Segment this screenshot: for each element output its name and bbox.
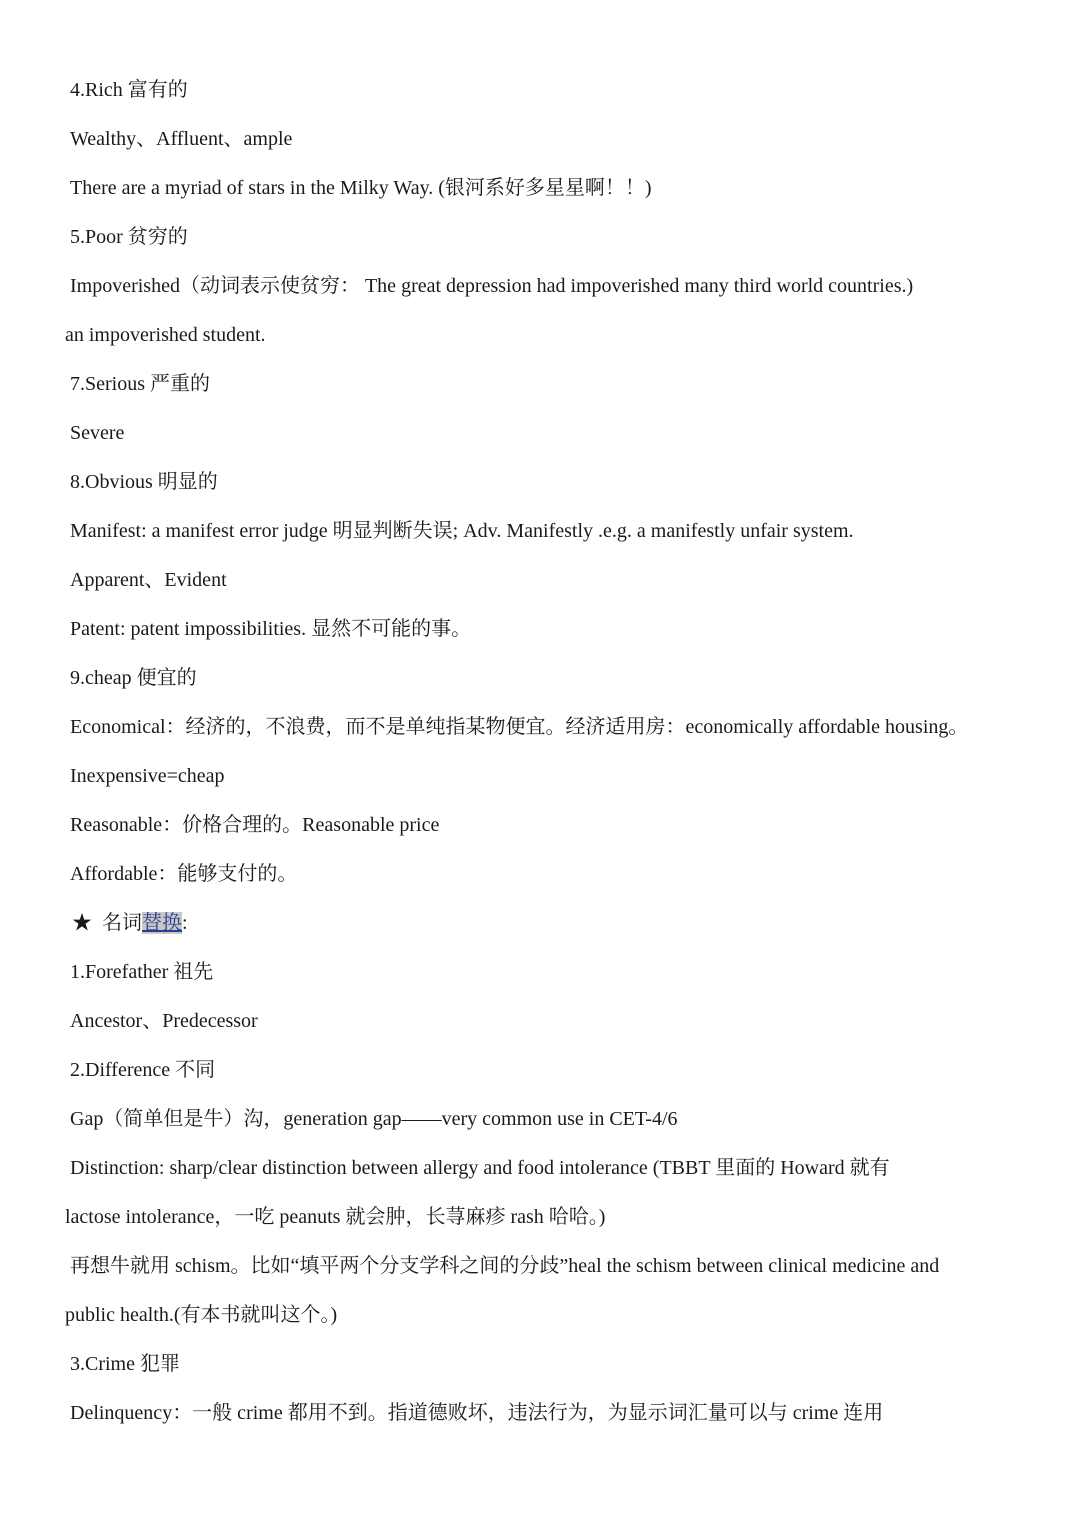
synonym-manifest: Manifest: a manifest error judge 明显判断失误; Adv. Manifestly .e.g. a manifestly unfair system.: [70, 520, 854, 542]
star-icon: ★: [72, 912, 92, 934]
heading-obvious: 8.Obvious 明显的: [70, 471, 218, 493]
synonym-delinquency: Delinquency：一般 crime 都用不到。指道德败坏，违法行为，为显示词汇量可以与 crime 连用: [70, 1402, 884, 1424]
synonym-severe: Severe: [70, 422, 125, 444]
synonym-distinction: Distinction: sharp/clear distinction between allergy and food intolerance (TBBT 里面的 Howard 就有: [70, 1157, 890, 1179]
synonym-impoverished: Impoverished（动词表示使贫穷： The great depression had impoverished many third world countries.): [70, 275, 914, 297]
heading-cheap: 9.cheap 便宜的: [70, 667, 197, 689]
synonyms-rich: Wealthy、Affluent、ample: [70, 128, 293, 150]
heading-forefather: 1.Forefather 祖先: [70, 961, 214, 983]
synonym-gap: Gap（简单但是牛）沟，generation gap——very common use in CET-4/6: [70, 1108, 678, 1130]
example-rich: There are a myriad of stars in the Milky Way. (银河系好多星星啊！！): [70, 177, 652, 199]
synonyms-apparent: Apparent、Evident: [70, 569, 227, 591]
section-heading-noun: [72, 908, 188, 938]
synonyms-ancestor: Ancestor、Predecessor: [70, 1010, 258, 1032]
schism-continued: public health.(有本书就叫这个。): [65, 1304, 338, 1326]
heading-crime: 3.Crime 犯罪: [70, 1353, 180, 1375]
distinction-continued: lactose intolerance，一吃 peanuts 就会肿，长荨麻疹 rash 哈哈。): [65, 1206, 606, 1228]
synonym-affordable: Affordable：能够支付的。: [70, 863, 298, 885]
section-heading-suffix: :: [182, 912, 188, 934]
example-impoverished: an impoverished student.: [65, 324, 266, 346]
heading-difference: 2.Difference 不同: [70, 1059, 216, 1081]
heading-poor: 5.Poor 贫穷的: [70, 226, 188, 248]
synonym-inexpensive: Inexpensive=cheap: [70, 765, 225, 787]
section-heading-highlight: 替换: [142, 912, 182, 934]
synonym-economical: Economical：经济的，不浪费，而不是单纯指某物便宜。经济适用房：economically affordable housing。: [70, 716, 969, 738]
heading-rich: 4.Rich 富有的: [70, 79, 188, 101]
synonym-patent: Patent: patent impossibilities. 显然不可能的事。: [70, 618, 472, 640]
synonym-schism: 再想牛就用 schism。比如“填平两个分支学科之间的分歧”heal the schism between clinical medicine and: [70, 1255, 940, 1277]
heading-serious: 7.Serious 严重的: [70, 373, 210, 395]
section-heading-prefix: 名词: [102, 912, 142, 934]
synonym-reasonable: Reasonable：价格合理的。Reasonable price: [70, 814, 440, 836]
